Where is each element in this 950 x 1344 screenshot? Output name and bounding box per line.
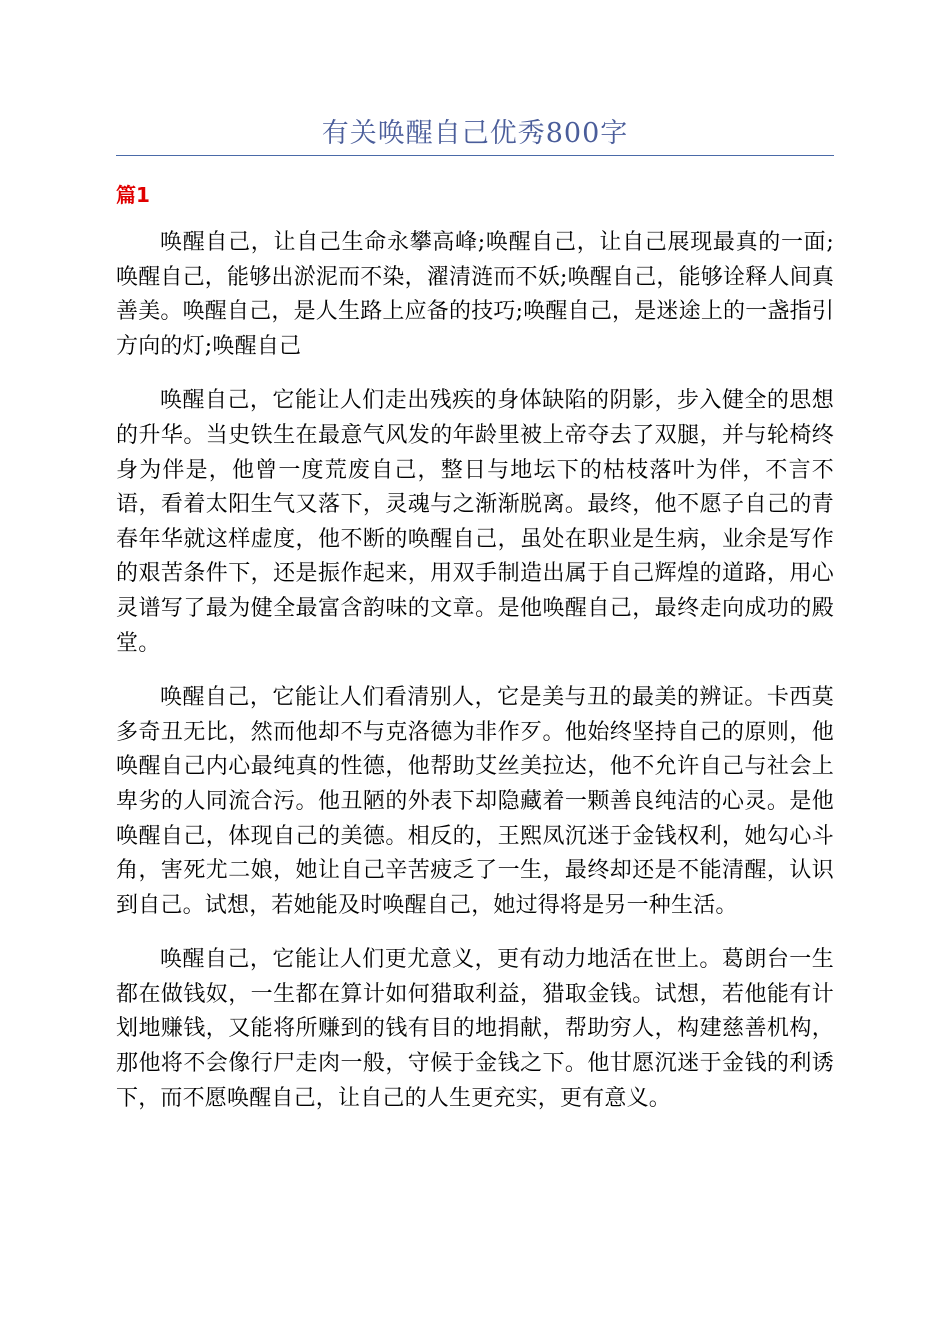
paragraph-2: 唤醒自己，它能让人们走出残疾的身体缺陷的阴影，步入健全的思想的升华。当史铁生在最意气风发的年龄里被上帝夺去了双腿，并与轮椅终身为伴是，他曾一度荒废自己，整日与地坛下的枯枝落叶为伴，不言不语，看着太阳生气又落下，灵魂与之渐渐脱离。最终，他不愿子自己的青春年华就这样虚度，他不断的唤醒自己，虽处在职业是生病，业余是写作的艰苦条件下，还是振作起来，用双手制造出属于自己辉煌的道路，用心灵谱写了最为健全最富含韵味的文章。是他唤醒自己，最终走向成功的殿堂。 <box>116 388 834 656</box>
title-divider <box>116 155 834 156</box>
document-title: 有关唤醒自己优秀800字 <box>321 118 629 149</box>
paragraph-4: 唤醒自己，它能让人们更尤意义，更有动力地活在世上。葛朗台一生都在做钱奴，一生都在算计如何猎取利益，猎取金钱。试想，若他能有计划地赚钱，又能将所赚到的钱有目的地捐献，帮助穷人，构建慈善机构，那他将不会像行尸走肉一般，守候于金钱之下。他甘愿沉迷于金钱的利诱下，而不愿唤醒自己，让自己的人生更充实，更有意义。 <box>116 947 834 1111</box>
section-heading: 篇1 <box>116 183 150 207</box>
document-body <box>116 226 834 1136</box>
paragraph-3: 唤醒自己，它能让人们看清别人，它是美与丑的最美的辨证。卡西莫多奇丑无比，然而他却不与克洛德为非作歹。他始终坚持自己的原则，他唤醒自己内心最纯真的性德，他帮助艾丝美拉达，他不允许自己与社会上卑劣的人同流合污。他丑陋的外表下却隐藏着一颗善良纯洁的心灵。是他唤醒自己，体现自己的美德。相反的，王熙凤沉迷于金钱权利，她勾心斗角，害死尤二娘，她让自己辛苦疲乏了一生，最终却还是不能清醒，认识到自己。试想，若她能及时唤醒自己，她过得将是另一种生活。 <box>116 685 834 918</box>
paragraph-1: 唤醒自己，让自己生命永攀高峰;唤醒自己，让自己展现最真的一面;唤醒自己，能够出淤泥而不染，濯清涟而不妖;唤醒自己，能够诠释人间真善美。唤醒自己，是人生路上应备的技巧;唤醒自己，是迷途上的一盏指引方向的灯;唤醒自己 <box>116 230 835 359</box>
